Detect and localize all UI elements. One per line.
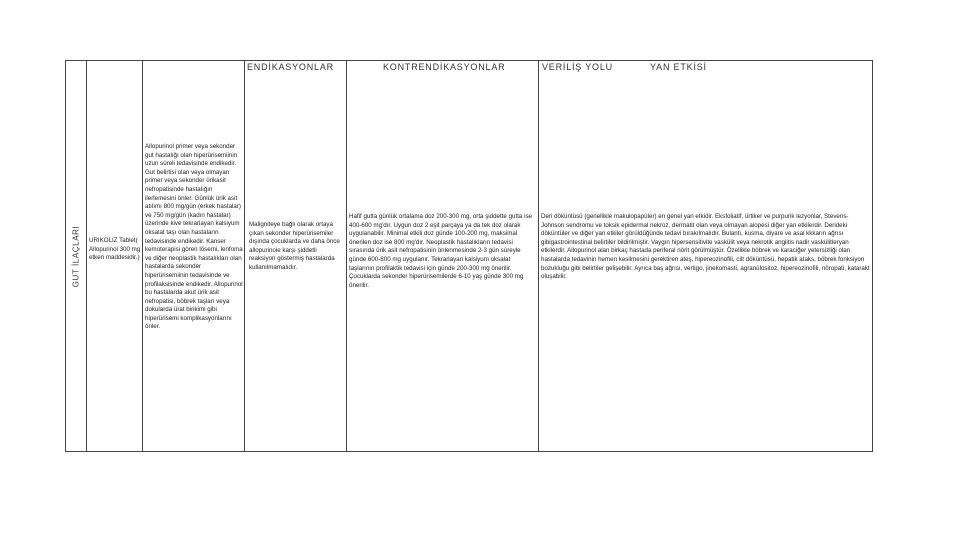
header-route: VERİLİŞ YOLU [542, 62, 613, 72]
drug-name-cell: URIKOLIZ Tablet( Allopurinol 300 mg etken maddesidir.) [89, 237, 141, 262]
side-effects-cell: Deri döküntüsü (genellikle makulopapüler) en genel yan etkidir. Eksfoliatif, ürtiker ve purpurik lezyonlar, Stevens-Johnson sendromu ve toksik epidermal nekroz, dermatit olan veya olmayan alopesi diğer yan etkilerdir. Derideki döküntüler ve diğer yan etkiler görüldüğünde tedavi bırakılmalıdır. Bulantı, kusma, diyare ve asal kkkarın ağrısı gibigastrointestinal belirtiler bildirilmiştir. Vaygın hipersensitivite vaskülit veya nekrotik angiitis nadir vaskülitleryan etkilerdir. Allopurinol alan birkaç hastada periferal nörit görülmüştür. Özellikle böbrek ve karaciğer yetersizliği olan hastalarda tedavinin hemen kesilmesini gerektiren ateş, hipereozinofili, cilt döküntüsü, hepatik ataks, böbrek fonksiyon bozukluğu gibi belirtiler gelişebilir. Ayrıca baş ağrısı, vertigo, jinekomasti, agranülositoz, hipereozinofili, nöropati, katarakt oluşabilir. [541, 213, 870, 281]
route-cell: Hafif gutta günlük ortalama doz 200-300 mg, orta şiddette gutta ise 400-600 mg'dır. Uygun doz 2 eşit parçaya ya da tek doz olarak uygulanabilir. Minimal etkili doz günde 100-200 mg, maksimal önerilen doz ise 800 mg'dır. Neoplastik hastalıkların tedavisi sırasında ürik asit nefropatisinin önlenmesinde 2-3 gün süreyle günde 600-800 mg uygulanır. Tekrarlayan kalsiyum oksalat taşlarının profilaktik tedavisi için günde 200-300 mg önerilir. Çocuklarda sekonder hiperürisemilerde 6-10 yaş günde 300 mg önerilir. [349, 213, 532, 289]
header-contraindications: KONTRENDİKASYONLAR [383, 62, 506, 72]
column-divider [86, 61, 87, 451]
header-indications: ENDİKASYONLAR [247, 62, 334, 72]
contraindications-cell: Maligniteye bağlı olarak ortaya çıkan sekonder hiperürisemiler dışında çocuklarda ve daha önce allopurinole karşı şiddetli reaksiyon göstermiş hastalarda kullanılmamalıdır. [249, 221, 340, 271]
header-side-effects: YAN ETKİSİ [650, 62, 707, 72]
group-label: GUT İLAÇLARI [71, 225, 81, 287]
indications-cell: Allopurinol primer veya sekonder gut hastalığı olan hiperürisemiinin uzun süreli tedavisinde endikedir. Gut belirtisi olan veya olmayan primer veya sekonder ürikasit nefropatisinde hastalığın ilerlemesini önler. Günlük ürik asit atılımı 800 mg/gün (erkek hastalar) ve 750 mg/gün (kadın hastalar) üzerinde kive tekrarlayan kalsiyum oksalat taşı olan hastaların tedavisinde endikedir. Kanser kemoterapisi gören lösemi, lenfoma ve diğer neoplastik hastalıkları olan hastalarda sekonder hiperürisemiinin tedavisinde ve profilaksisinde endikedir. Allopurinol bu hastalarda akut ürik asit nefropatisi, böbrek taşları veya dokularda ürat birikimi gibi hiperürisemi komplikasyonlarını önler. [145, 143, 243, 331]
column-divider [346, 61, 347, 451]
column-divider [142, 61, 143, 451]
column-divider [244, 61, 245, 451]
drug-table [65, 60, 873, 452]
group-label-cell [66, 61, 86, 451]
column-divider [538, 61, 539, 451]
